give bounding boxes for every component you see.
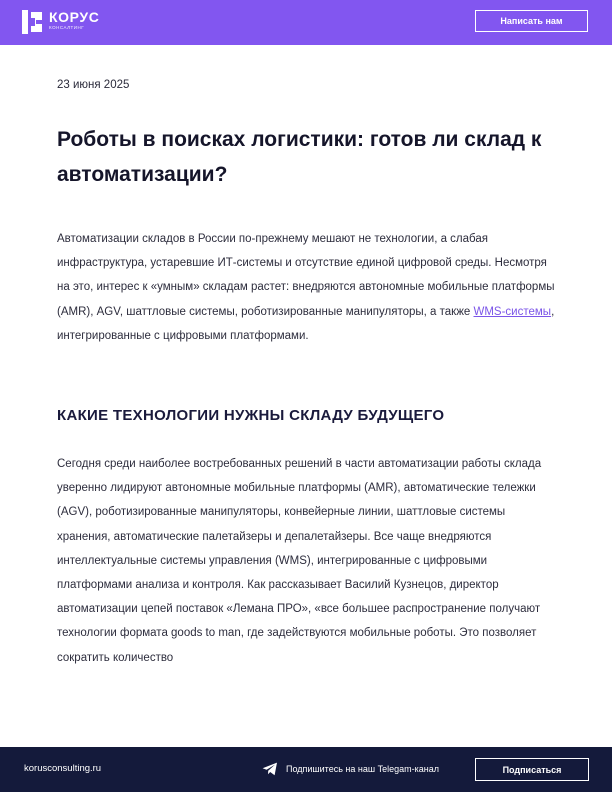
logo[interactable] — [22, 10, 99, 34]
header — [0, 0, 612, 45]
logo-text — [49, 10, 99, 31]
article-intro — [57, 227, 557, 348]
logo-subtitle: КОНСАЛТИНГ — [49, 25, 85, 30]
section-heading: КАКИЕ ТЕХНОЛОГИИ НУЖНЫ СКЛАДУ БУДУЩЕГО — [57, 407, 445, 424]
footer — [0, 747, 612, 792]
subscribe-button[interactable]: Подписаться — [475, 758, 589, 781]
intro-text-start: Автоматизации складов в России по-прежнему мешают не технологии, а слабая инфраструктура, устаревшие ИТ-системы и отсутствие единой цифровой среды. Несмотря на это, интерес к «умным» складам растет: внедряются автономные мобильные платформы (AMR), AGV, шаттловые системы, роботизированные манипуляторы, а также — [57, 233, 555, 318]
intro-text-end: , интегрированные с цифровыми платформами. — [57, 305, 555, 342]
article-title: Роботы в поисках логистики: готов ли склад к автоматизации? — [57, 128, 542, 186]
footer-site-link[interactable]: korusconsulting.ru — [24, 763, 102, 774]
article-date: 23 июня 2025 — [57, 79, 130, 91]
korus-logo-icon — [22, 10, 44, 34]
telegram-subscribe-text[interactable]: Подпишитесь на наш Telegam-канал — [286, 764, 439, 774]
section-paragraph: Сегодня среди наиболее востребованных решений в части автоматизации работы склада уверенно лидируют автономные мобильные платформы (AMR), автоматические тележки (AGV), роботизированные манипуляторы, конвейерные линии, шаттловые системы хранения, автоматические палетайзеры и депалетайзеры. Все чаще внедряются интеллектуальные системы управления (WMS), интегрированные с цифровыми платформами анализа и контроля. Как рассказывает Василий Кузнецов, директор автоматизации цепей поставок «Лемана ПРО», «все большее распространение получают технологии формата goods to man, где задействуются мобильные роботы. Это позволяет сократить количество — [57, 458, 542, 664]
logo-name: КОРУС — [49, 9, 100, 25]
wms-systems-link[interactable]: WMS-системы — [473, 305, 552, 318]
telegram-icon[interactable] — [262, 762, 278, 776]
contact-us-button[interactable]: Написать нам — [475, 10, 588, 32]
